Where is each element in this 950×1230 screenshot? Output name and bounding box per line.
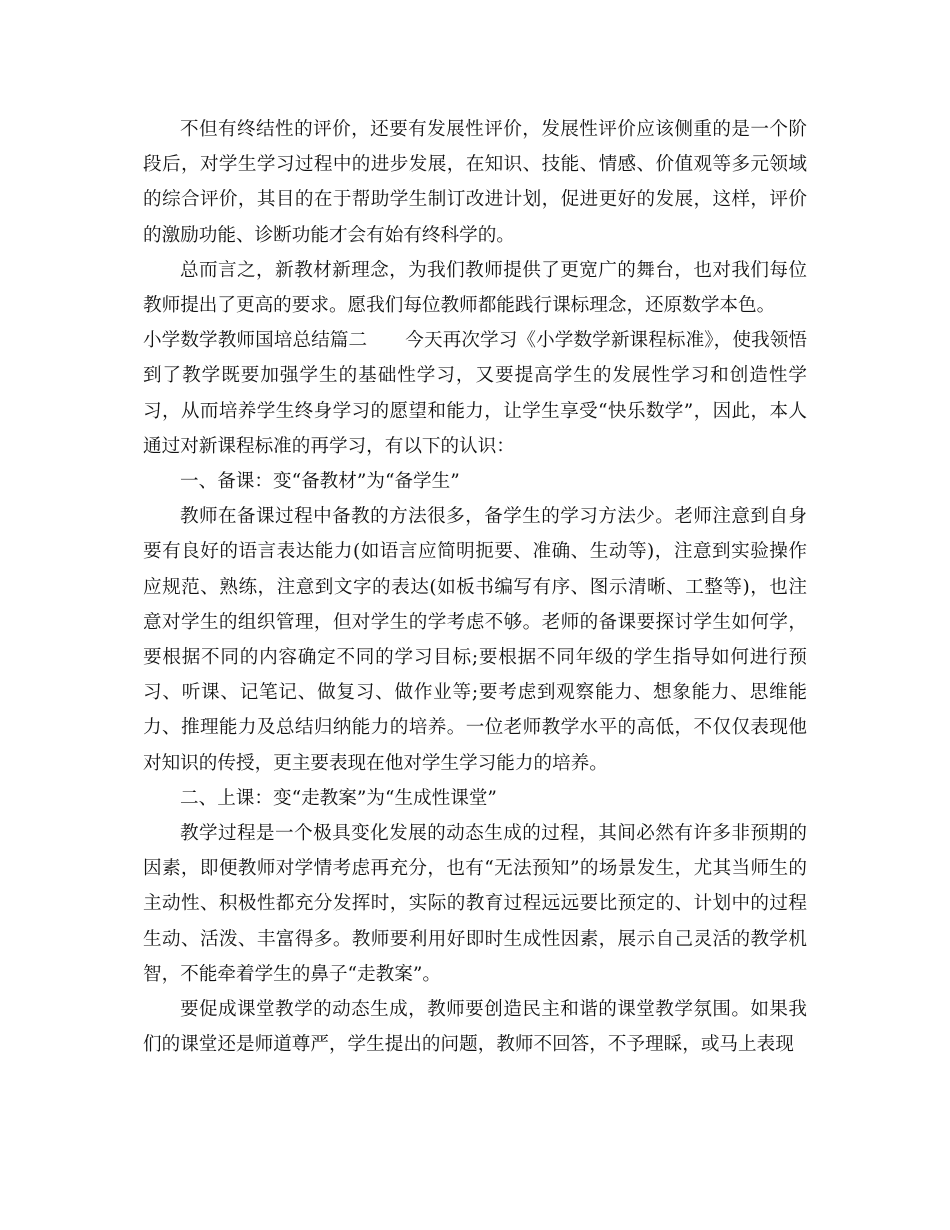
heading-lesson-prep: 一、备课：变“备教材”为“备学生” [180,471,460,493]
paragraph-classroom-atmosphere: 要促成课堂教学的动态生成，教师要创造民主和谐的课堂教学氛围。如果我们的课堂还是师道尊严，学生提出的问题，教师不回答，不予理睬，或马上表现 [143,999,807,1056]
section-title: 小学数学教师国培总结篇二 [143,330,368,352]
paragraph-conclusion: 总而言之，新教材新理念，为我们教师提供了更宽广的舞台，也对我们每位教师提出了更高的要求。愿我们每位教师都能践行课标理念，还原数学本色。 [143,259,807,317]
document-page [143,112,807,1062]
paragraph-generative-class: 教学过程是一个极具变化发展的动态生成的过程，其间必然有许多非预期的因素，即便教师对学情考虑再充分，也有“无法预知”的场景发生，尤其当师生的主动性、积极性都充分发挥时，实际的教育过程远远要比预定的、计划中的过程生动、活泼、丰富得多。教师要利用好即时生成性因素，展示自己灵活的教学机智，不能牵着学生的鼻子“走教案”。 [143,823,807,985]
paragraph-section-two [143,323,807,464]
heading-class: 二、上课：变“走教案”为“生成性课堂” [180,787,497,809]
paragraph-evaluation: 不但有终结性的评价，还要有发展性评价，发展性评价应该侧重的是一个阶段后，对学生学习过程中的进步发展，在知识、技能、情感、价值观等多元领域的综合评价，其目的在于帮助学生制订改进计划，促进更好的发展，这样，评价的激励功能、诊断功能才会有始有终科学的。 [143,119,807,246]
paragraph-lesson-prep: 教师在备课过程中备教的方法很多，备学生的学习方法少。老师注意到自身要有良好的语言表达能力(如语言应简明扼要、准确、生动等)，注意到实验操作应规范、熟练，注意到文字的表达(如板书编写有序、图示清晰、工整等)，也注意对学生的组织管理，但对学生的学考虑不够。老师的备课要探讨学生如何学，要根据不同的内容确定不同的学习目标;要根据不同年级的学生指导如何进行预习、听课、记笔记、做复习、做作业等;要考虑到观察能力、想象能力、思维能力、推理能力及总结归纳能力的培养。一位老师教学水平的高低，不仅仅表现他对知识的传授，更主要表现在他对学生学习能力的培养。 [143,506,807,774]
section-intro-text: 今天再次学习《小学数学新课程标准》，使我领悟到了教学既要加强学生的基础性学习，又要提高学生的发展性学习和创造性学习，从而培养学生终身学习的愿望和能力，让学生享受“快乐数学”，因此，本人通过对新课程标准的再学习，有以下的认识： [143,330,807,457]
